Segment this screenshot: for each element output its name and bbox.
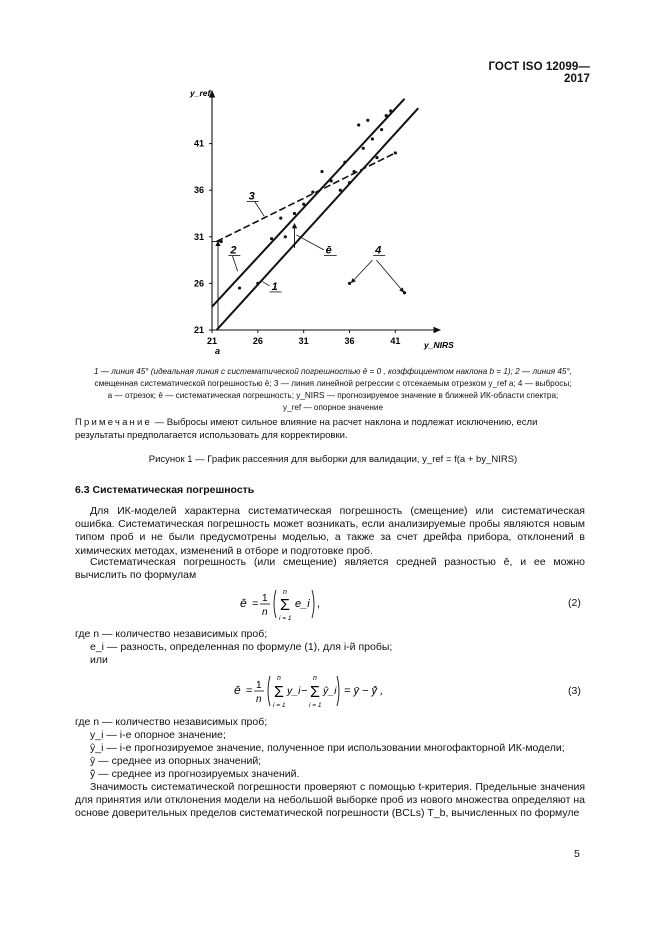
y-tick-label-21: 21 <box>194 325 205 335</box>
formula-3 <box>234 670 404 712</box>
figure-caption: Рисунок 1 — График рассеяния для выборки для валидации, y_ref = f(a + by_NIRS) <box>148 454 518 465</box>
leader-3 <box>255 202 265 217</box>
def-4: где n — количество независимых проб; <box>75 716 268 728</box>
data-point-9 <box>330 179 333 182</box>
series-label-2: 2 <box>230 244 237 257</box>
legend-line-3: a — отрезок; ē — систематическая погрешность; y_NIRS — прогнозируемое значение в ближней ИК-области спектра; <box>107 391 559 400</box>
f3-sum1-bottom: i = 1 <box>273 702 286 709</box>
f3-sum2-top: n <box>313 675 317 682</box>
leader-2 <box>232 256 237 272</box>
bias-label: ē <box>325 244 332 257</box>
f3-sum2-bottom: i = 1 <box>309 702 322 709</box>
data-point-13 <box>352 170 355 173</box>
leader-1 <box>262 282 269 286</box>
data-point-12 <box>348 181 351 184</box>
x-axis-label: y_NIRS <box>424 340 454 350</box>
data-point-17 <box>371 137 374 140</box>
f3-den: n <box>256 694 262 705</box>
y-tick-label-26: 26 <box>194 278 205 289</box>
series-line-2 <box>212 99 405 307</box>
data-point-21 <box>389 109 392 112</box>
data-point-6 <box>302 203 305 206</box>
x-tick-label-41: 41 <box>390 336 401 346</box>
f2-sum-top: n <box>283 589 287 596</box>
y-axis-label: y_ref <box>190 88 211 98</box>
f2-sigma: Σ <box>280 597 290 614</box>
figure-note <box>75 416 585 442</box>
f3-eq: = <box>246 685 253 697</box>
f3-term1: y_i <box>287 685 301 697</box>
f3-term2: ŷ_i <box>323 685 337 697</box>
data-point-20 <box>385 114 388 117</box>
data-point-15 <box>362 147 365 150</box>
def-7: ȳ — среднее из опорных значений; <box>90 755 262 767</box>
f2-term: e_i <box>295 598 310 610</box>
data-point-10 <box>339 189 342 192</box>
paragraph-1: Для ИК-моделей характерна систематическая погрешность (смещение) или систематическая ошибка. Систематическая погрешность может возникать, если анализируемые пробы являются новым типом проб и не были предусмотрены моделью, а также за счет дрейфа прибора, отклонений в химических методах, изменений в отборе и подготовке проб. <box>75 505 585 557</box>
f2-sum-bottom: i = 1 <box>279 615 292 622</box>
scatter-chart <box>170 82 460 362</box>
note-label: Примечание <box>75 417 152 428</box>
offset-label: a <box>215 346 221 356</box>
def-2: e_i — разность, определенная по формуле (1), для i-й пробы; <box>90 641 393 653</box>
x-tick-label-26: 26 <box>252 336 263 346</box>
def-8: ȳ̂ — среднее из прогнозируемых значений. <box>90 768 300 780</box>
y-tick-label-41: 41 <box>194 138 205 149</box>
data-point-3 <box>270 237 273 240</box>
formula-3-number: (3) <box>568 685 581 697</box>
data-point-4 <box>279 217 282 220</box>
outlier-point-0 <box>348 282 351 285</box>
note-text: — Выбросы имеют сильное влияние на расчет наклона и подлежат исключению, если результаты предполагается использовать для корректировки. <box>75 417 538 441</box>
f3-num: 1 <box>256 680 262 691</box>
f2-lhs: ē <box>240 596 247 610</box>
paragraph-2: Систематическая погрешность (или смещение) является средней разностью ē, и ее можно вычислить по формулам <box>75 556 585 582</box>
def-6: ŷ_i — i-е прогнозируемое значение, полученное при использовании многофакторной ИК-модели; <box>90 742 565 754</box>
section-title: 6.3 Систематическая погрешность <box>75 484 255 496</box>
data-point-7 <box>311 190 314 193</box>
f2-num: 1 <box>262 593 268 604</box>
data-point-14 <box>357 123 360 126</box>
data-point-19 <box>380 128 383 131</box>
f3-sigma1: Σ <box>274 684 284 701</box>
data-point-18 <box>375 156 378 159</box>
y-tick-label-31: 31 <box>194 231 205 242</box>
x-tick-label-21: 21 <box>207 336 218 346</box>
formula-2-number: (2) <box>568 597 581 609</box>
series-line-1 <box>217 108 419 330</box>
f2-eq: = <box>252 598 259 610</box>
y-tick-label-36: 36 <box>194 185 205 196</box>
def-3: или <box>90 654 108 666</box>
series-label-1: 1 <box>271 280 278 293</box>
bias-leader <box>296 235 323 250</box>
legend-line-2: смещенная систематической погрешностью ē; 3 — линия линейной регрессии с отсекаемым отрезком y_ref a; 4 — выбросы; <box>94 379 572 388</box>
def-5: y_i — i-е опорное значение; <box>90 729 226 741</box>
series-label-4: 4 <box>375 244 382 257</box>
data-point-1 <box>238 286 241 289</box>
data-point-22 <box>394 151 397 154</box>
f3-sum1-top: n <box>277 675 281 682</box>
data-point-23 <box>284 235 287 238</box>
data-point-5 <box>293 212 296 215</box>
svg-text:−: − <box>301 685 308 697</box>
f2-den: n <box>262 607 268 618</box>
document-header: ГОСТ ISO 12099—2017 <box>488 61 590 85</box>
outlier-point-1 <box>403 291 406 294</box>
data-point-16 <box>366 119 369 122</box>
paragraph-3: Значимость систематической погрешности проверяют с помощью t-критерия. Предельные значения для принятия или отклонения модели на небольшой выборке проб из нового множества определяют на основе доверительных пределов систематической погрешности (BCLs) T_b, вычисленных по формуле <box>75 781 585 820</box>
x-tick-label-36: 36 <box>344 336 355 346</box>
x-tick-label-31: 31 <box>298 336 309 346</box>
f3-sigma2: Σ <box>310 684 320 701</box>
legend-line-4: y_ref — опорное значение <box>282 403 384 412</box>
series-line-3 <box>217 153 396 242</box>
outlier-arrow-2 <box>376 260 402 291</box>
formula-2 <box>240 585 360 625</box>
chart-legend <box>60 366 606 414</box>
data-point-11 <box>343 161 346 164</box>
def-1: где n — количество независимых проб; <box>75 628 268 640</box>
f3-lhs: ē <box>234 683 241 697</box>
data-point-8 <box>320 170 323 173</box>
svg-text:,: , <box>317 598 321 610</box>
f3-rhs: = ȳ − ȳ̂ , <box>344 685 384 697</box>
page-number: 5 <box>574 848 580 860</box>
series-label-3: 3 <box>248 190 255 203</box>
legend-line-1: 1 — линия 45° (идеальная линия с систематической погрешностью ē = 0 , коэффициентом наклона b = 1); 2 — линия 45°, <box>93 367 573 376</box>
outlier-arrow-1 <box>353 260 373 281</box>
data-point-2 <box>256 282 259 285</box>
